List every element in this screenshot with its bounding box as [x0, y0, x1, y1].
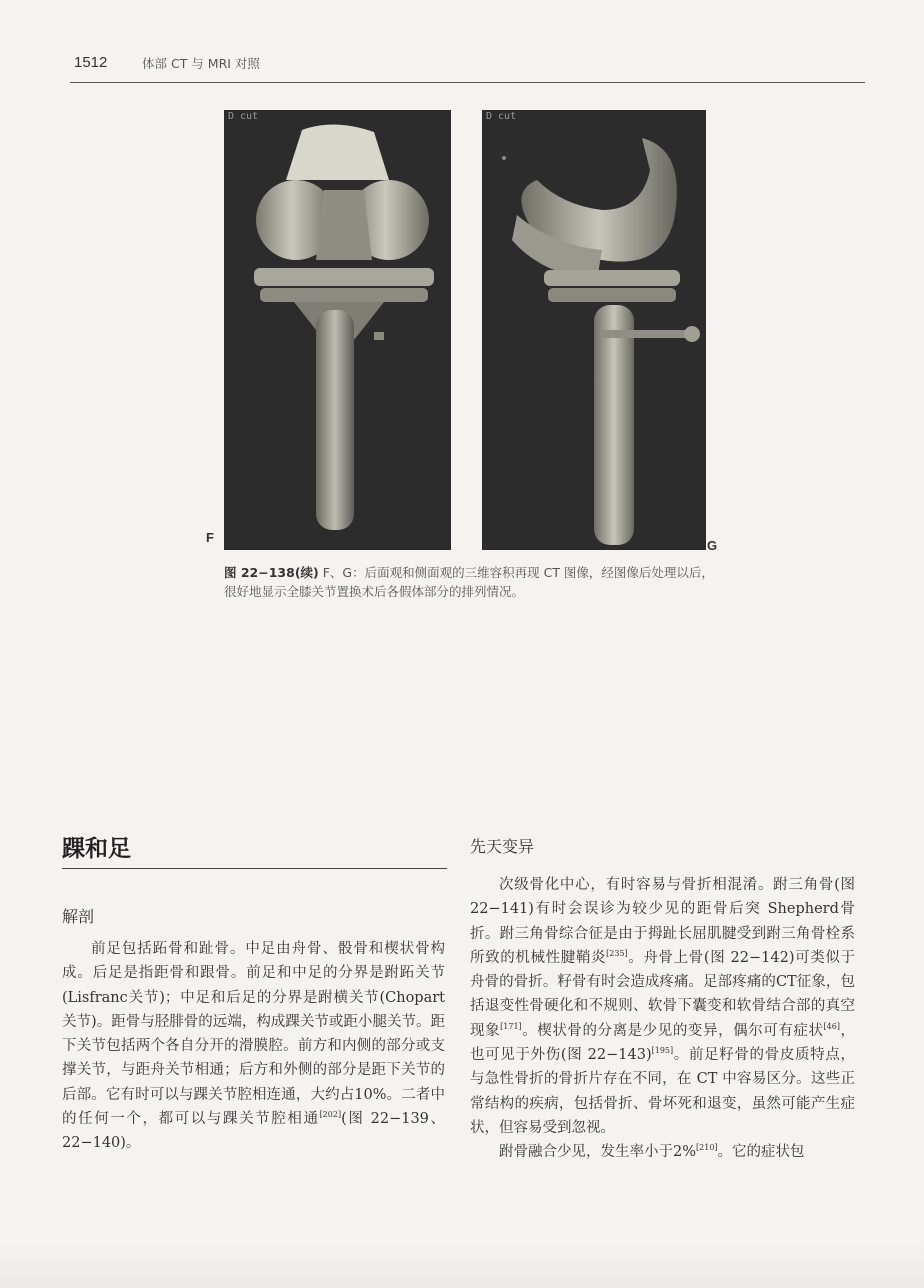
- citation-ref: [46]: [823, 1021, 840, 1031]
- page-header: [70, 52, 865, 83]
- variants-body-text: [470, 873, 855, 1165]
- anatomy-paragraph: 前足包括跖骨和趾骨。中足由舟骨、骰骨和楔状骨构成。后足是指距骨和跟骨。前足和中足的分界是跗跖关节(Lisfranc关节)；中足和后足的分界是跗横关节(Chopart关节)。距骨与胫腓骨的远端，构成踝关节或距小腿关节。距下关节包括两个各自分开的滑膜腔。前方和内侧的部分或支撑关节，与距舟关节相通；后方和外侧的部分是距下关节的后部。它有时可以与踝关节腔相连通，大约占10%。二者中的任何一个，都可以与踝关节腔相通[202](图 22−139、22−140)。: [62, 941, 446, 1152]
- citation-ref: [195]: [651, 1046, 674, 1056]
- caption-label: 图 22−138(续): [224, 565, 319, 580]
- citation-ref: [171]: [500, 1021, 522, 1031]
- panel-f-label: F: [206, 530, 214, 545]
- running-title: 体部 CT 与 MRI 对照: [142, 56, 260, 71]
- figure-caption: [224, 563, 714, 601]
- panel-f-overlay-text: D cut: [228, 111, 259, 122]
- anatomy-body-text: [62, 937, 445, 1156]
- section-title: 踝和足: [62, 836, 131, 862]
- caption-text: F、G：后面观和侧面观的三维容积再现 CT 图像，经图像后处理以后，很好地显示全膝关节置换术后各假体部分的排列情况。: [224, 565, 714, 599]
- page-bottom-edge: [0, 1240, 924, 1288]
- panel-g-label: G: [707, 538, 718, 553]
- figure-panel-f: [224, 110, 451, 550]
- panel-g-overlay-text: D cut: [486, 111, 517, 122]
- page-number: 1512: [74, 54, 108, 71]
- citation-ref: [202]: [319, 1110, 342, 1120]
- section-divider: [62, 868, 447, 869]
- congenital-variants-heading: 先天变异: [470, 837, 535, 856]
- anatomy-heading: 解剖: [62, 907, 95, 926]
- citation-ref: [235]: [606, 949, 628, 959]
- citation-ref: [210]: [696, 1143, 718, 1153]
- knee-prosthesis-lateral-render: [482, 110, 706, 550]
- variants-paragraph-1: 次级骨化中心，有时容易与骨折相混淆。跗三角骨(图 22−141)有时会误诊为较少见的距骨后突 Shepherd骨折。跗三角骨综合征是由于拇趾长屈肌腱受到跗三角骨栓系所致的机械性腱鞘炎[235]。舟骨上骨(图 22−142)可类似于舟骨的骨折。籽骨有时会造成疼痛。足部疼痛的CT征象，包括退变性骨硬化和不规则、软骨下囊变和软骨结合部的真空现象[171]。楔状骨的分离是少见的变异，偶尔可有症状[46]，也可见于外伤(图 22−143)[195]。前足籽骨的骨皮质特点，与急性骨折的骨折片存在不同，在 CT 中容易区分。这些正常结构的疾病，包括骨折、骨坏死和退变，虽然可能产生症状，但容易受到忽视。: [470, 877, 856, 1136]
- variants-paragraph-2: 跗骨融合少见，发生率小于2%[210]。它的症状包: [499, 1143, 805, 1161]
- knee-prosthesis-posterior-render: [224, 110, 451, 550]
- figure-panel-g: [482, 110, 706, 550]
